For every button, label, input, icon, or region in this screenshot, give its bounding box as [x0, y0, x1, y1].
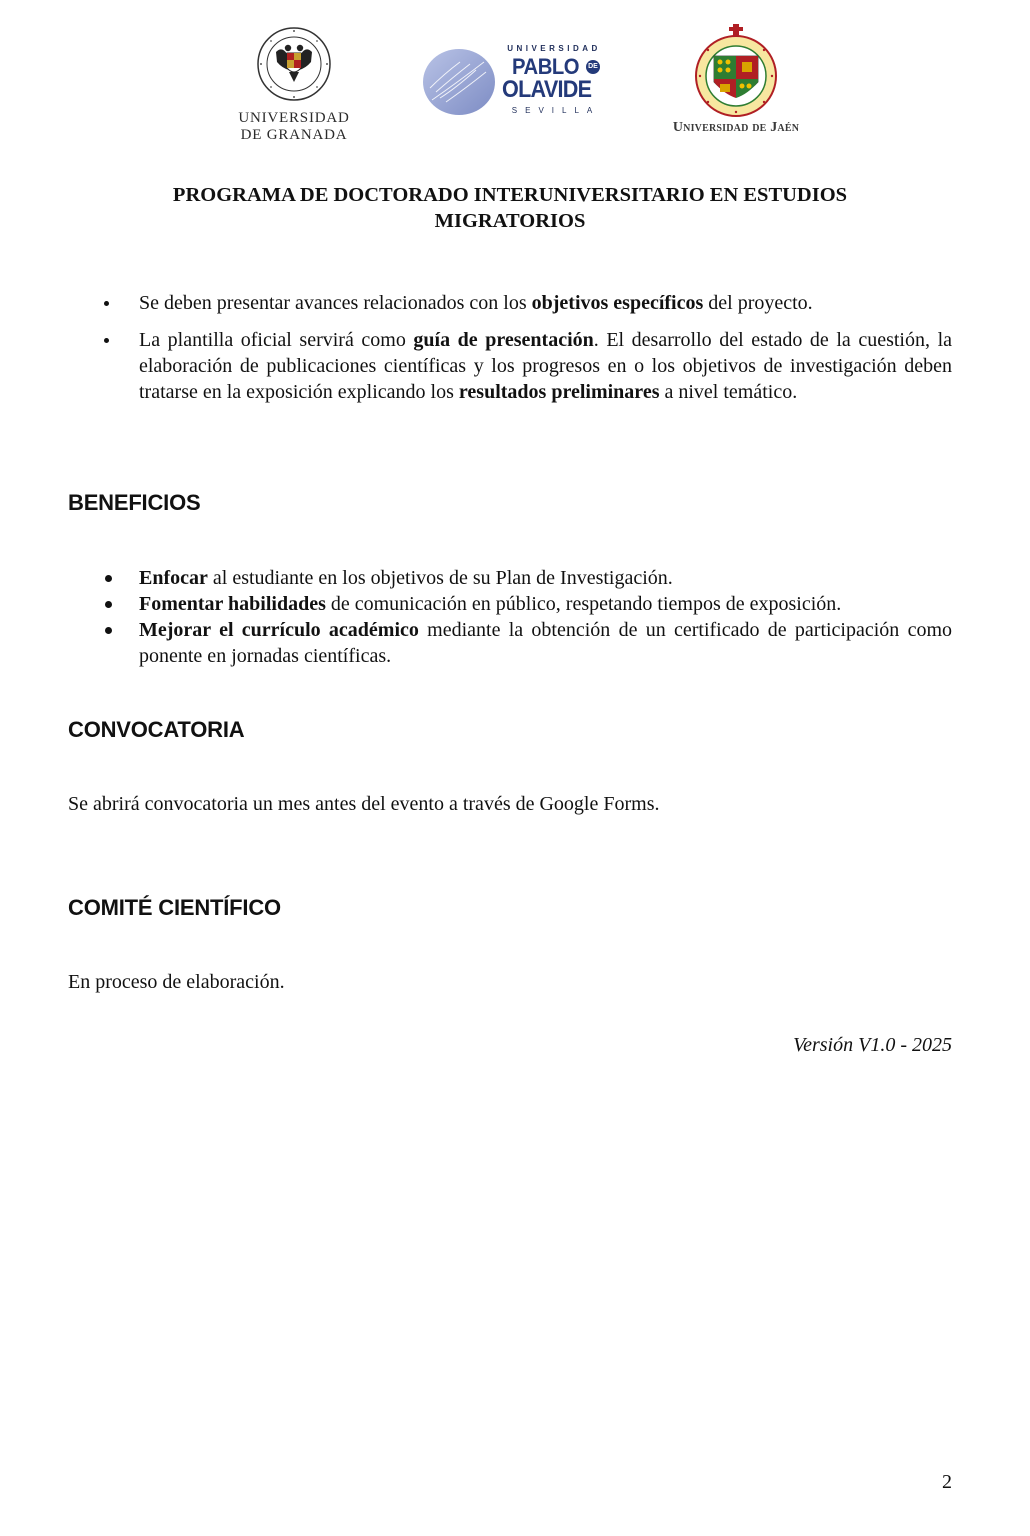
bullet-icon	[105, 627, 112, 634]
list-item: Enfocar al estudiante en los objetivos de su Plan de Investigación.	[68, 565, 952, 591]
upo-olavide-text: OLAVIDE	[502, 76, 592, 103]
bullet-icon	[104, 301, 109, 306]
ugr-name-line1: UNIVERSIDAD	[238, 110, 350, 126]
title-line1: PROGRAMA DE DOCTORADO INTERUNIVERSITARIO EN ESTUDIOS	[172, 184, 848, 206]
universidad-granada-logo	[228, 26, 360, 150]
title-line2: MIGRATORIOS	[434, 210, 586, 232]
uja-caption: Universidad de Jaén	[672, 120, 800, 135]
list-item: Fomentar habilidades de comunicación en público, respetando tiempos de exposición.	[68, 591, 952, 617]
version-label: Versión V1.0 - 2025	[793, 1034, 952, 1056]
list-item: La plantilla oficial servirá como guía de presentación. El desarrollo del estado de la cuestión, la elaboración de publicaciones científicas y los progresos en o los objetivos de investigación deben tratarse en la exposición explicando los resultados preliminares a nivel temático.	[68, 327, 952, 405]
list-item: Se deben presentar avances relacionados con los objetivos específicos del proyecto.	[68, 290, 952, 316]
bullet-icon	[105, 601, 112, 608]
olavide-feather-icon	[422, 48, 496, 116]
jaen-seal-icon	[688, 24, 784, 118]
upo-universidad-text: UNIVERSIDAD	[507, 44, 601, 53]
page-number: 2	[942, 1471, 952, 1493]
beneficios-heading: BENEFICIOS	[68, 490, 201, 515]
beneficios-list	[68, 565, 952, 669]
convocatoria-text: Se abrirá convocatoria un mes antes del evento a través de Google Forms.	[68, 793, 660, 815]
universidad-jaen-logo	[656, 24, 816, 144]
comite-heading: COMITÉ CIENTÍFICO	[68, 895, 281, 920]
ugr-name-line2: DE GRANADA	[240, 127, 348, 143]
comite-text: En proceso de elaboración.	[68, 971, 285, 993]
bullet-icon	[105, 575, 112, 582]
upo-sevilla-text: SEVILLA	[511, 106, 601, 115]
document-title	[60, 182, 960, 234]
upo-pablo-text: PABLO	[512, 54, 580, 79]
upo-de-badge: DE	[586, 60, 600, 74]
bullet-icon	[104, 338, 109, 343]
convocatoria-heading: CONVOCATORIA	[68, 717, 245, 742]
granada-seal-icon	[256, 26, 332, 102]
universidad-pablo-olavide-logo	[422, 44, 608, 120]
intro-bullet-list	[68, 290, 952, 405]
list-item: Mejorar el currículo académico mediante la obtención de un certificado de participación como ponente en jornadas científicas.	[68, 617, 952, 669]
